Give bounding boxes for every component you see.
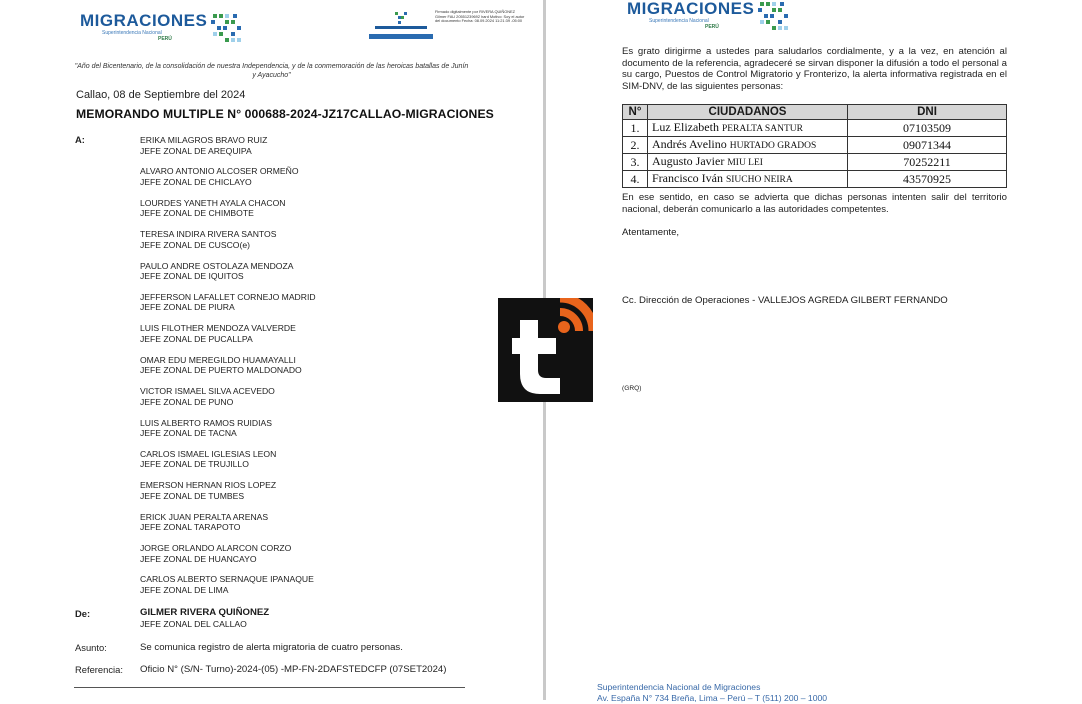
citizen-name (648, 171, 848, 188)
logo-country: PERÚ (158, 36, 172, 42)
recipient-item (140, 512, 460, 543)
signature-logo-icon (369, 10, 433, 42)
subject-label: Asunto: (75, 642, 107, 653)
table-row (623, 154, 1007, 171)
citizen-surnames: MIU LEI (727, 158, 763, 168)
to-label: A: (75, 134, 85, 145)
regards-text: Atentamente, (622, 227, 680, 238)
recipient-name: OMAR EDU MEREGILDO HUAMAYALLI (140, 354, 296, 365)
recipient-name: TERESA INDIRA RIVERA SANTOS (140, 229, 277, 240)
migraciones-logo-icon (756, 0, 790, 36)
from-name: GILMER RIVERA QUIÑONEZ (140, 607, 270, 618)
recipient-item (140, 480, 460, 511)
citizens-table (622, 104, 1007, 188)
recipient-name: LOURDES YANETH AYALA CHACON (140, 197, 286, 208)
recipient-item (140, 166, 460, 197)
recipient-role: JEFE ZONAL DE TACNA (140, 428, 237, 439)
row-number: 2. (623, 137, 648, 154)
recipient-name: LUIS FILOTHER MENDOZA VALVERDE (140, 323, 296, 334)
recipient-name: ERIKA MILAGROS BRAVO RUIZ (140, 135, 268, 145)
citizen-dni: 09071344 (848, 137, 1007, 154)
reference-text: Oficio N° (S/N- Turno)-2024-(05) -MP-FN-2DAFSTEDCFP (07SET2024) (140, 664, 447, 675)
row-number: 4. (623, 171, 648, 188)
recipient-name: JORGE ORLANDO ALARCON CORZO (140, 543, 292, 554)
row-number: 3. (623, 154, 648, 171)
column-header-dni: DNI (848, 105, 1007, 120)
recipient-name: PAULO ANDRE OSTOLAZA MENDOZA (140, 260, 294, 271)
migraciones-logo (80, 12, 243, 48)
recipient-role: JEFE ZONAL DE PUCALLPA (140, 333, 253, 344)
citizen-surnames: PERALTA SANTUR (721, 124, 803, 134)
recipient-name: CARLOS ALBERTO SERNAQUE IPANAQUE (140, 574, 314, 585)
memo-title: MEMORANDO MULTIPLE N° 000688-2024-JZ17CALLAO-MIGRACIONES (76, 107, 494, 121)
recipient-list (140, 135, 460, 606)
column-header-number: N° (623, 105, 648, 120)
recipient-item (140, 229, 460, 260)
from-block (140, 608, 269, 629)
recipient-role: JEFE ZONAL DE CHIMBOTE (140, 208, 254, 219)
recipient-item (140, 261, 460, 292)
recipient-role: JEFE ZONAL TARAPOTO (140, 522, 241, 533)
logo-subtitle: Superintendencia Nacional (102, 30, 162, 36)
citizen-first-names: Augusto Javier (652, 154, 725, 168)
recipient-role: JEFE ZONAL DE LIMA (140, 584, 229, 595)
citizen-name (648, 154, 848, 171)
recipient-role: JEFE ZONAL DE TRUJILLO (140, 459, 249, 470)
closing-paragraph: En ese sentido, en caso se advierta que dichas personas intenten salir del territorio nacional, deberán comunicarlo a las autoridades competentes. (622, 192, 1007, 215)
recipient-role: JEFE ZONAL DE PIURA (140, 302, 235, 313)
table-row (623, 137, 1007, 154)
recipient-role: JEFE ZONAL DE TUMBES (140, 490, 245, 501)
recipient-item (140, 135, 460, 166)
citizen-name (648, 120, 848, 137)
migraciones-logo-right (627, 0, 790, 36)
recipient-item (140, 292, 460, 323)
digital-signature-block (369, 9, 525, 44)
table-header-row (623, 105, 1007, 120)
recipient-item (140, 543, 460, 574)
from-label: De: (75, 608, 91, 619)
citizen-first-names: Luz Elizabeth (652, 120, 719, 134)
recipient-item (140, 323, 460, 354)
recipient-role: JEFE ZONAL DE AREQUIPA (140, 145, 252, 156)
initials: (GRQ) (622, 385, 642, 392)
page-footer (597, 682, 827, 704)
recipient-name: ALVARO ANTONIO ALCOSER ORMEÑO (140, 166, 299, 177)
citizen-name (648, 137, 848, 154)
citizen-dni: 70252211 (848, 154, 1007, 171)
citizen-dni: 07103509 (848, 120, 1007, 137)
recipient-item (140, 418, 460, 449)
recipient-item (140, 574, 460, 605)
logo-name: MIGRACIONES (627, 0, 755, 18)
footer-institution: Superintendencia Nacional de Migraciones (597, 682, 761, 692)
table-row (623, 171, 1007, 188)
logo-name: MIGRACIONES (80, 11, 208, 30)
logo-country: PERÚ (705, 24, 719, 30)
citizen-surnames: SIUCHO NEIRA (725, 175, 793, 185)
tromes-brand-logo (498, 298, 593, 402)
recipient-item (140, 198, 460, 229)
row-number: 1. (623, 120, 648, 137)
recipient-role: JEFE ZONAL DE CHICLAYO (140, 176, 252, 187)
tromes-brand-logo-icon (498, 298, 593, 402)
intro-paragraph: Es grato dirigirme a ustedes para saludarlos cordialmente, y a la vez, en atención al documento de la referencia, agradeceré se sirvan disponer la difusión a todo el personal a su cargo, Puestos de Control Migratorio y Fronterizo, la alerta informativa registrada en el SIM-DNV, de las siguientes personas: (622, 46, 1007, 92)
footer-address: Av. España N° 734 Breña, Lima – Perú – T (511) 200 – 1000 (597, 693, 828, 703)
citizen-first-names: Francisco Iván (652, 171, 723, 185)
table-row (623, 120, 1007, 137)
recipient-name: JEFFERSON LAFALLET CORNEJO MADRID (140, 291, 316, 302)
recipient-role: JEFE ZONAL DE HUANCAYO (140, 553, 257, 564)
reference-label: Referencia: (75, 664, 123, 675)
citizen-surnames: HURTADO GRADOS (729, 141, 817, 151)
column-header-citizens: CIUDADANOS (648, 105, 848, 120)
recipient-role: JEFE ZONAL DE CUSCO(e) (140, 239, 250, 250)
citizen-first-names: Andrés Avelino (652, 137, 727, 151)
memo-date: Callao, 08 de Septiembre del 2024 (76, 89, 246, 101)
recipient-role: JEFE ZONAL DE PUNO (140, 396, 234, 407)
recipient-name: EMERSON HERNAN RIOS LOPEZ (140, 480, 277, 491)
migraciones-logo-icon (209, 12, 243, 48)
recipient-role: JEFE ZONAL DE PUERTO MALDONADO (140, 365, 302, 376)
recipient-item (140, 355, 460, 386)
recipient-name: VICTOR ISMAEL SILVA ACEVEDO (140, 386, 275, 397)
recipient-name: CARLOS ISMAEL IGLESIAS LEON (140, 448, 277, 459)
subject-text: Se comunica registro de alerta migratoria de cuatro personas. (140, 642, 403, 653)
logo-subtitle: Superintendencia Nacional (649, 18, 709, 24)
recipient-role: JEFE ZONAL DE IQUITOS (140, 271, 244, 282)
recipient-item (140, 449, 460, 480)
memo-page-left (0, 0, 543, 700)
bottom-divider (74, 687, 465, 688)
motto: "Año del Bicentenario, de la consolidación de nuestra Independencia, y de la conmemoración de las heroicas batallas de Junín y Ayacucho" (74, 63, 469, 79)
citizen-dni: 43570925 (848, 171, 1007, 188)
cc-line: Cc. Dirección de Operaciones - VALLEJOS AGREDA GILBERT FERNANDO (622, 295, 948, 306)
recipient-name: LUIS ALBERTO RAMOS RUIDIAS (140, 417, 272, 428)
recipient-item (140, 386, 460, 417)
from-role: JEFE ZONAL DEL CALLAO (140, 618, 247, 629)
signature-stamp-text: Firmado digitalmente por RIVERA QUIÑONEZ Gilmer FAU 20551239692 hard Motivo: Soy el autor del documento Fecha: 08.09.2024 11:21:39 -05:00 (435, 9, 525, 24)
recipient-name: ERICK JUAN PERALTA ARENAS (140, 511, 269, 522)
